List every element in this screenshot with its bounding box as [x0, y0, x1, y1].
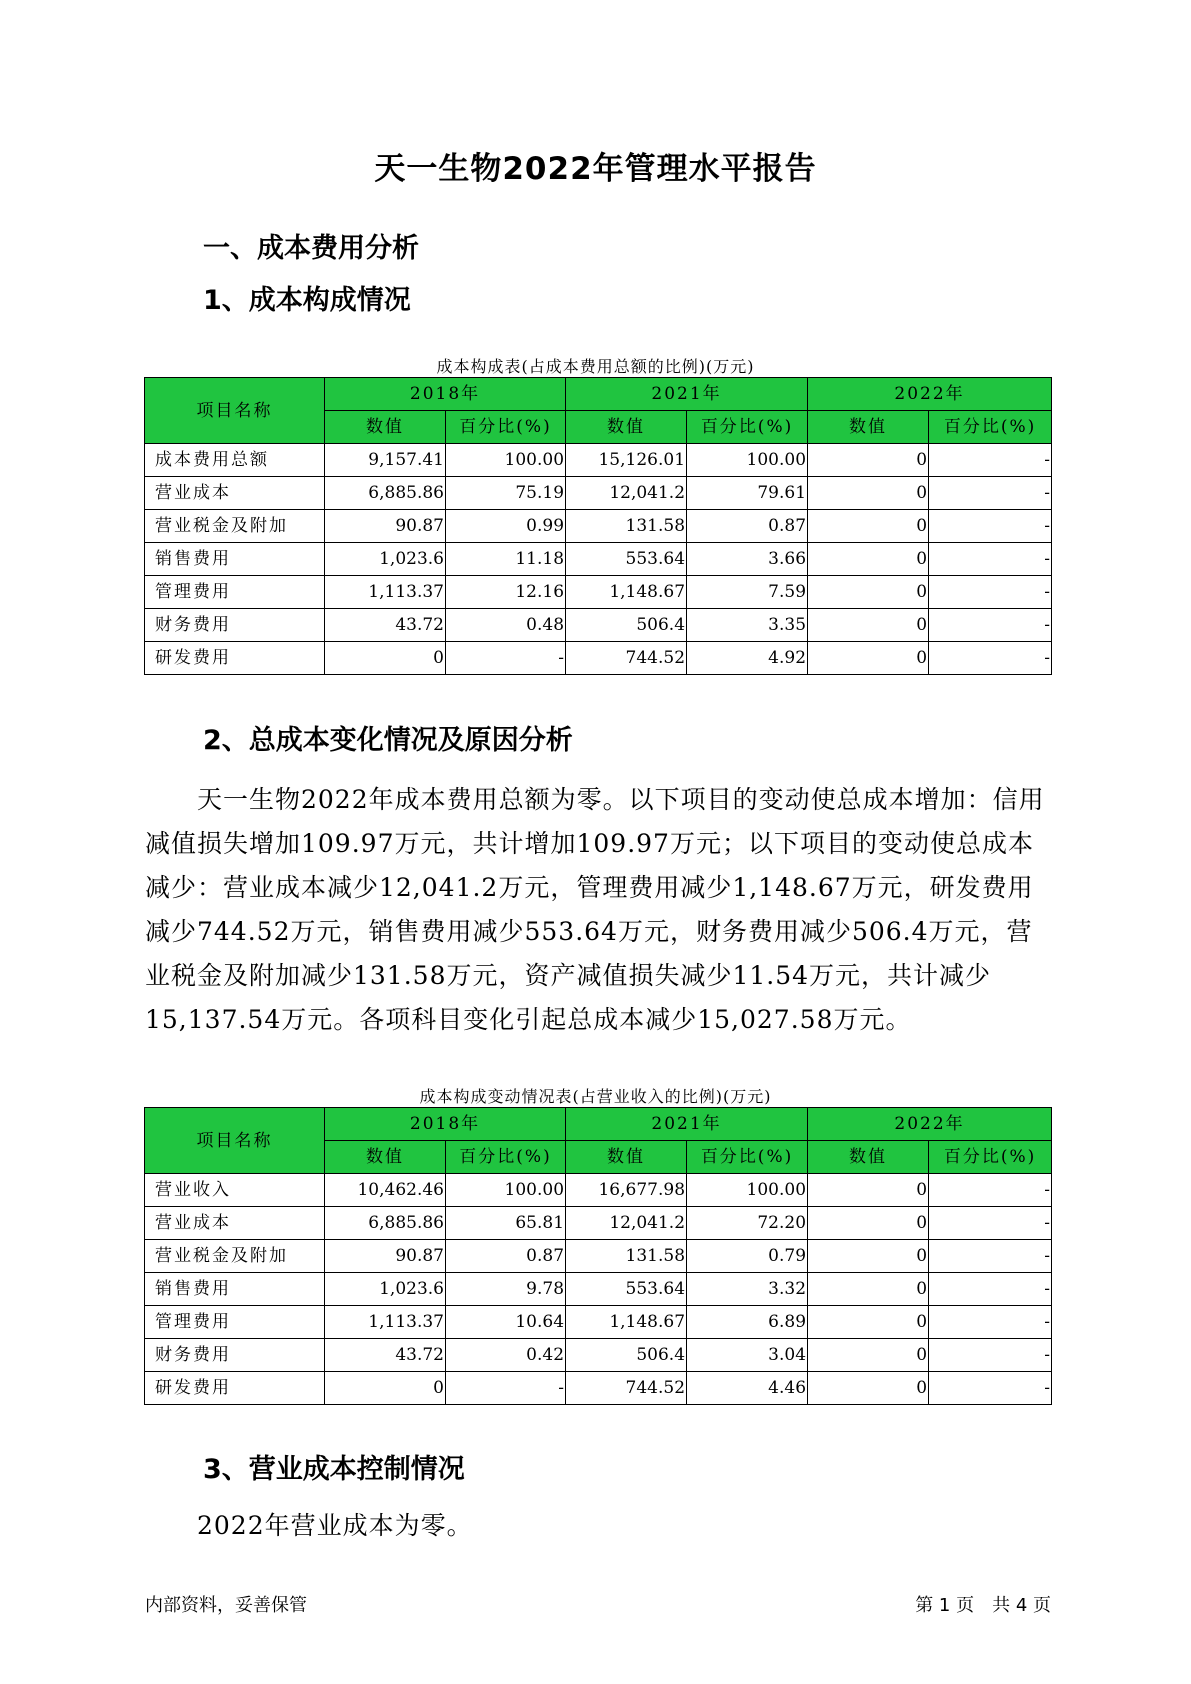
value-cell: 6,885.86 — [325, 1207, 446, 1240]
percent-cell: - — [929, 477, 1052, 510]
percent-subheader: 百分比(%) — [446, 1141, 566, 1174]
percent-cell: 0.99 — [446, 510, 566, 543]
table-row — [145, 543, 1052, 576]
percent-cell: 9.78 — [446, 1273, 566, 1306]
percent-cell: 4.92 — [687, 642, 808, 675]
percent-cell: 3.66 — [687, 543, 808, 576]
percent-cell: - — [929, 543, 1052, 576]
table-row — [145, 609, 1052, 642]
percent-cell: 100.00 — [446, 444, 566, 477]
table-row — [145, 642, 1052, 675]
row-label: 营业成本 — [145, 1207, 325, 1240]
row-label: 营业成本 — [145, 477, 325, 510]
year-header: 2022年 — [808, 378, 1052, 411]
percent-cell: 6.89 — [687, 1306, 808, 1339]
value-subheader: 数值 — [808, 1141, 929, 1174]
value-cell: 0 — [808, 642, 929, 675]
row-label: 管理费用 — [145, 1306, 325, 1339]
table-row — [145, 444, 1052, 477]
percent-cell: - — [929, 1273, 1052, 1306]
row-label: 管理费用 — [145, 576, 325, 609]
value-subheader: 数值 — [325, 1141, 446, 1174]
name-column-header: 项目名称 — [145, 1108, 325, 1174]
value-cell: 0 — [808, 1240, 929, 1273]
value-cell: 0 — [808, 510, 929, 543]
percent-cell: 0.79 — [687, 1240, 808, 1273]
table-row — [145, 1273, 1052, 1306]
percent-cell: 100.00 — [446, 1174, 566, 1207]
table-row — [145, 1174, 1052, 1207]
subsection-heading-operating-cost-control: 3、营业成本控制情况 — [203, 1454, 465, 1485]
value-cell: 1,113.37 — [325, 1306, 446, 1339]
row-label: 营业税金及附加 — [145, 1240, 325, 1273]
percent-subheader: 百分比(%) — [687, 411, 808, 444]
percent-cell: 3.35 — [687, 609, 808, 642]
value-cell: 0 — [808, 1339, 929, 1372]
row-label: 营业收入 — [145, 1174, 325, 1207]
row-label: 财务费用 — [145, 1339, 325, 1372]
percent-cell: 4.46 — [687, 1372, 808, 1405]
value-cell: 131.58 — [566, 510, 687, 543]
percent-cell: 7.59 — [687, 576, 808, 609]
table-row — [145, 510, 1052, 543]
value-cell: 0 — [808, 477, 929, 510]
value-cell: 0 — [808, 576, 929, 609]
percent-cell: 75.19 — [446, 477, 566, 510]
value-cell: 6,885.86 — [325, 477, 446, 510]
percent-cell: - — [929, 609, 1052, 642]
value-cell: 0 — [808, 1372, 929, 1405]
table-row — [145, 1372, 1052, 1405]
value-cell: 90.87 — [325, 1240, 446, 1273]
percent-cell: 79.61 — [687, 477, 808, 510]
percent-cell: - — [929, 1207, 1052, 1240]
value-cell: 43.72 — [325, 609, 446, 642]
value-cell: 15,126.01 — [566, 444, 687, 477]
page-title: 天一生物2022年管理水平报告 — [374, 151, 817, 187]
row-label: 营业税金及附加 — [145, 510, 325, 543]
percent-cell: 10.64 — [446, 1306, 566, 1339]
footer-page-number: 第 1 页 共 4 页 — [915, 1595, 1051, 1616]
section-heading-cost-analysis: 一、成本费用分析 — [203, 233, 419, 264]
percent-cell: - — [446, 1372, 566, 1405]
value-subheader: 数值 — [566, 411, 687, 444]
subsection-heading-total-cost-change: 2、总成本变化情况及原因分析 — [203, 725, 573, 756]
value-cell: 0 — [808, 1207, 929, 1240]
analysis-paragraph: 天一生物2022年成本费用总额为零。以下项目的变动使总成本增加：信用减值损失增加109.97万元，共计增加109.97万元；以下项目的变动使总成本减少：营业成本减少12,041.2万元，管理费用减少1,148.67万元，研发费用减少744.52万元，销售费用减少553.64万元，财务费用减少506.4万元，营业税金及附加减少131.58万元，资产减值损失减少11.54万元，共计减少15,137.54万元。各项科目变化引起总成本减少15,027.58万元。 — [145, 785, 1045, 1034]
percent-subheader: 百分比(%) — [687, 1141, 808, 1174]
percent-cell: - — [929, 642, 1052, 675]
percent-cell: 65.81 — [446, 1207, 566, 1240]
percent-subheader: 百分比(%) — [446, 411, 566, 444]
year-header: 2022年 — [808, 1108, 1052, 1141]
percent-cell: 100.00 — [687, 444, 808, 477]
value-cell: 12,041.2 — [566, 477, 687, 510]
footer-confidential-note: 内部资料，妥善保管 — [145, 1595, 307, 1616]
percent-cell: - — [929, 1306, 1052, 1339]
row-label: 研发费用 — [145, 1372, 325, 1405]
value-cell: 744.52 — [566, 1372, 687, 1405]
percent-cell: 0.87 — [687, 510, 808, 543]
value-subheader: 数值 — [808, 411, 929, 444]
percent-cell: - — [929, 1240, 1052, 1273]
value-cell: 553.64 — [566, 1273, 687, 1306]
value-cell: 43.72 — [325, 1339, 446, 1372]
value-cell: 0 — [808, 1306, 929, 1339]
row-label: 研发费用 — [145, 642, 325, 675]
percent-cell: 12.16 — [446, 576, 566, 609]
table-row — [145, 1207, 1052, 1240]
table-row — [145, 1339, 1052, 1372]
percent-subheader: 百分比(%) — [929, 411, 1052, 444]
value-cell: 744.52 — [566, 642, 687, 675]
value-subheader: 数值 — [325, 411, 446, 444]
table-row — [145, 1306, 1052, 1339]
value-cell: 506.4 — [566, 609, 687, 642]
cost-change-table — [144, 1107, 1052, 1405]
table-row — [145, 477, 1052, 510]
percent-cell: - — [929, 1372, 1052, 1405]
row-label: 销售费用 — [145, 543, 325, 576]
percent-subheader: 百分比(%) — [929, 1141, 1052, 1174]
operating-cost-paragraph: 2022年营业成本为零。 — [197, 1511, 473, 1540]
percent-cell: 0.42 — [446, 1339, 566, 1372]
value-cell: 553.64 — [566, 543, 687, 576]
value-cell: 0 — [808, 1273, 929, 1306]
value-cell: 0 — [325, 642, 446, 675]
percent-cell: - — [446, 642, 566, 675]
value-cell: 1,148.67 — [566, 576, 687, 609]
value-cell: 1,148.67 — [566, 1306, 687, 1339]
cost-structure-table — [144, 377, 1052, 675]
percent-cell: - — [929, 576, 1052, 609]
row-label: 成本费用总额 — [145, 444, 325, 477]
table1-caption: 成本构成表(占成本费用总额的比例)(万元) — [436, 357, 755, 376]
percent-cell: - — [929, 1174, 1052, 1207]
value-subheader: 数值 — [566, 1141, 687, 1174]
percent-cell: 3.32 — [687, 1273, 808, 1306]
year-header: 2021年 — [566, 1108, 808, 1141]
percent-cell: 11.18 — [446, 543, 566, 576]
value-cell: 1,023.6 — [325, 543, 446, 576]
value-cell: 0 — [808, 1174, 929, 1207]
percent-cell: 72.20 — [687, 1207, 808, 1240]
percent-cell: 3.04 — [687, 1339, 808, 1372]
value-cell: 1,113.37 — [325, 576, 446, 609]
value-cell: 9,157.41 — [325, 444, 446, 477]
row-label: 销售费用 — [145, 1273, 325, 1306]
percent-cell: 0.87 — [446, 1240, 566, 1273]
value-cell: 131.58 — [566, 1240, 687, 1273]
percent-cell: - — [929, 510, 1052, 543]
value-cell: 506.4 — [566, 1339, 687, 1372]
name-column-header: 项目名称 — [145, 378, 325, 444]
value-cell: 0 — [325, 1372, 446, 1405]
percent-cell: 100.00 — [687, 1174, 808, 1207]
year-header: 2021年 — [566, 378, 808, 411]
value-cell: 10,462.46 — [325, 1174, 446, 1207]
value-cell: 16,677.98 — [566, 1174, 687, 1207]
year-header: 2018年 — [325, 378, 566, 411]
value-cell: 90.87 — [325, 510, 446, 543]
table-row — [145, 576, 1052, 609]
table2-caption: 成本构成变动情况表(占营业收入的比例)(万元) — [419, 1087, 772, 1106]
percent-cell: 0.48 — [446, 609, 566, 642]
value-cell: 1,023.6 — [325, 1273, 446, 1306]
subsection-heading-cost-structure: 1、成本构成情况 — [203, 285, 411, 316]
percent-cell: - — [929, 1339, 1052, 1372]
percent-cell: - — [929, 444, 1052, 477]
value-cell: 0 — [808, 609, 929, 642]
year-header: 2018年 — [325, 1108, 566, 1141]
row-label: 财务费用 — [145, 609, 325, 642]
value-cell: 12,041.2 — [566, 1207, 687, 1240]
value-cell: 0 — [808, 444, 929, 477]
table-row — [145, 1240, 1052, 1273]
value-cell: 0 — [808, 543, 929, 576]
